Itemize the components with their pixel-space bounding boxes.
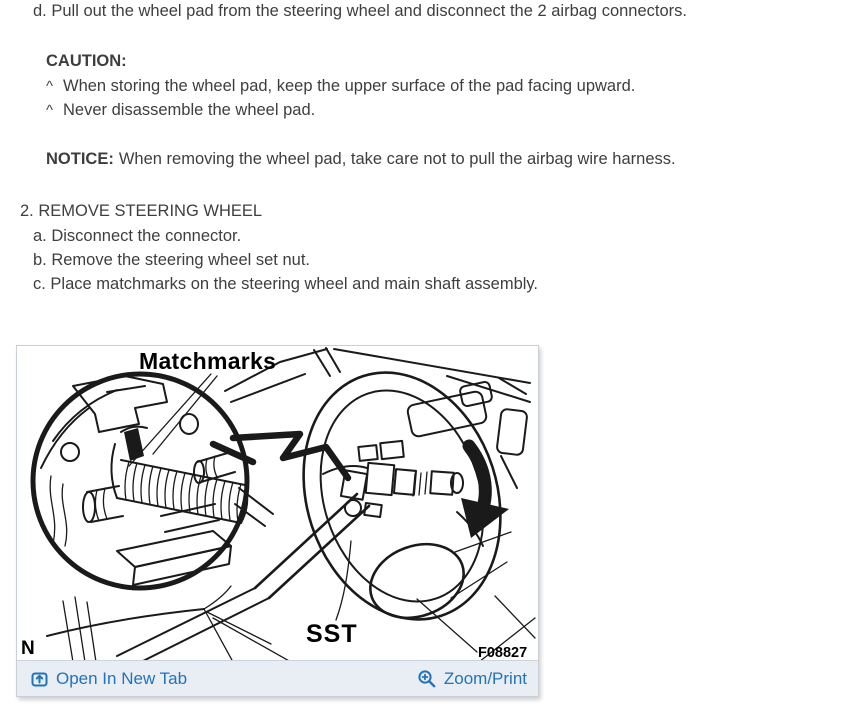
caution-item <box>46 76 635 97</box>
substep-a: a. Disconnect the connector. <box>33 227 242 245</box>
column-parts <box>83 452 235 585</box>
magnifier-circle <box>33 374 247 588</box>
figure-code: F08827 <box>478 645 528 660</box>
zoom-print-label: Zoom/Print <box>443 668 527 688</box>
substep-b: b. Remove the steering wheel set nut. <box>33 251 310 269</box>
caret-bullet: ^ <box>46 102 54 119</box>
matchmarks-label: Matchmarks <box>139 348 277 374</box>
caret-bullet: ^ <box>46 78 54 95</box>
steering-wheel <box>273 347 532 645</box>
steering-column-diagram <box>17 346 538 660</box>
step2-title: 2. REMOVE STEERING WHEEL <box>20 202 263 220</box>
sst-label: SST <box>306 620 358 648</box>
notice-line <box>46 149 676 169</box>
notice-label: NOTICE: <box>46 150 114 168</box>
matchmark-notch <box>124 428 144 461</box>
caution-heading: CAUTION: <box>46 52 127 70</box>
caution-item-text: Never disassemble the wheel pad. <box>63 101 316 119</box>
sst-tool <box>341 441 463 517</box>
zoom-in-icon <box>417 669 437 689</box>
caution-item <box>46 100 315 121</box>
substep-c: c. Place matchmarks on the steering wheel and main shaft assembly. <box>33 275 539 293</box>
open-in-new-tab-label: Open In New Tab <box>56 668 188 688</box>
notice-text: When removing the wheel pad, take care not to pull the airbag wire harness. <box>118 150 676 168</box>
instruction-step-d: d. Pull out the wheel pad from the steering wheel and disconnect the 2 airbag connectors. <box>33 2 687 20</box>
figure-panel <box>16 345 539 697</box>
open-in-new-tab-link[interactable] <box>30 669 187 689</box>
zoom-print-link[interactable] <box>417 669 527 689</box>
figure-toolbar <box>17 660 538 696</box>
figure-image <box>17 346 538 660</box>
n-label: N <box>21 638 35 659</box>
caution-item-text: When storing the wheel pad, keep the upper surface of the pad facing upward. <box>63 77 636 95</box>
open-in-new-tab-icon <box>30 669 49 688</box>
